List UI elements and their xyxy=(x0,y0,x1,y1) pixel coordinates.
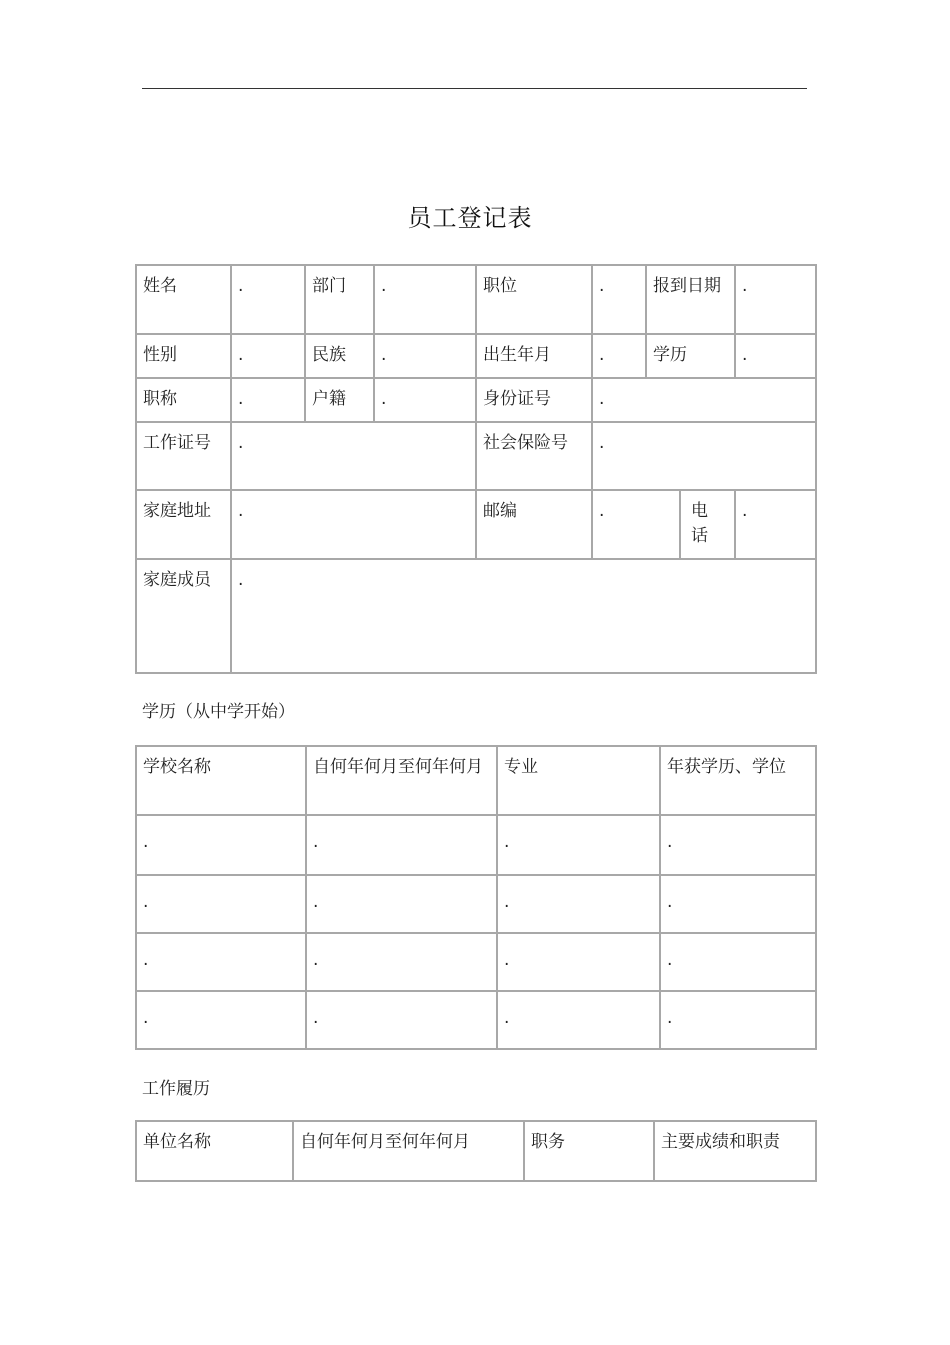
field-id-number[interactable]: . xyxy=(592,378,816,422)
label-report-date: 报到日期 xyxy=(646,265,735,334)
field-gender[interactable]: . xyxy=(231,334,305,378)
edu-cell[interactable]: . xyxy=(306,991,497,1049)
edu-header-school: 学校名称 xyxy=(136,746,306,815)
edu-cell[interactable]: . xyxy=(306,815,497,875)
field-position[interactable]: . xyxy=(592,265,646,334)
field-family-members[interactable]: . xyxy=(231,559,816,673)
edu-cell[interactable]: . xyxy=(660,933,816,991)
work-header-role: 职务 xyxy=(524,1121,654,1181)
field-work-id[interactable]: . xyxy=(231,422,476,490)
table-row xyxy=(136,933,816,991)
edu-header-period: 自何年何月至何年何月 xyxy=(306,746,497,815)
field-birth[interactable]: . xyxy=(592,334,646,378)
label-household: 户籍 xyxy=(305,378,374,422)
edu-cell[interactable]: . xyxy=(660,875,816,933)
table-row xyxy=(136,815,816,875)
table-row xyxy=(136,875,816,933)
label-title: 职称 xyxy=(136,378,231,422)
edu-cell[interactable]: . xyxy=(497,933,660,991)
label-department: 部门 xyxy=(305,265,374,334)
label-birth: 出生年月 xyxy=(476,334,592,378)
label-family-members: 家庭成员 xyxy=(136,559,231,673)
work-history-table xyxy=(135,1120,817,1182)
field-home-address[interactable]: . xyxy=(231,490,476,559)
edu-cell[interactable]: . xyxy=(136,875,306,933)
work-header-achievements: 主要成绩和职责 xyxy=(654,1121,816,1181)
edu-header-degree: 年获学历、学位 xyxy=(660,746,816,815)
field-postcode[interactable]: . xyxy=(592,490,680,559)
work-history-heading: 工作履历 xyxy=(142,1079,210,1099)
label-ethnicity: 民族 xyxy=(305,334,374,378)
edu-cell[interactable]: . xyxy=(136,933,306,991)
table-row xyxy=(136,991,816,1049)
field-social-security[interactable]: . xyxy=(592,422,816,490)
edu-cell[interactable]: . xyxy=(660,991,816,1049)
edu-cell[interactable]: . xyxy=(497,991,660,1049)
edu-cell[interactable]: . xyxy=(136,991,306,1049)
header-rule xyxy=(142,88,807,89)
page-title: 员工登记表 xyxy=(407,204,533,232)
label-phone: 电话 xyxy=(680,490,735,559)
field-department[interactable]: . xyxy=(374,265,476,334)
education-table xyxy=(135,745,817,1050)
label-social-security: 社会保险号 xyxy=(476,422,592,490)
label-position: 职位 xyxy=(476,265,592,334)
field-name[interactable]: . xyxy=(231,265,305,334)
label-education: 学历 xyxy=(646,334,735,378)
field-household[interactable]: . xyxy=(374,378,476,422)
edu-cell[interactable]: . xyxy=(497,875,660,933)
edu-cell[interactable]: . xyxy=(497,815,660,875)
education-heading: 学历（从中学开始） xyxy=(142,702,295,722)
label-id-number: 身份证号 xyxy=(476,378,592,422)
label-home-address: 家庭地址 xyxy=(136,490,231,559)
edu-cell[interactable]: . xyxy=(136,815,306,875)
field-education[interactable]: . xyxy=(735,334,816,378)
label-gender: 性别 xyxy=(136,334,231,378)
field-title[interactable]: . xyxy=(231,378,305,422)
basic-info-table xyxy=(135,264,817,674)
label-name: 姓名 xyxy=(136,265,231,334)
label-work-id: 工作证号 xyxy=(136,422,231,490)
label-postcode: 邮编 xyxy=(476,490,592,559)
work-header-employer: 单位名称 xyxy=(136,1121,293,1181)
edu-cell[interactable]: . xyxy=(306,933,497,991)
edu-cell[interactable]: . xyxy=(306,875,497,933)
field-phone[interactable]: . xyxy=(735,490,816,559)
field-ethnicity[interactable]: . xyxy=(374,334,476,378)
work-header-period: 自何年何月至何年何月 xyxy=(293,1121,524,1181)
field-report-date[interactable]: . xyxy=(735,265,816,334)
edu-cell[interactable]: . xyxy=(660,815,816,875)
edu-header-major: 专业 xyxy=(497,746,660,815)
